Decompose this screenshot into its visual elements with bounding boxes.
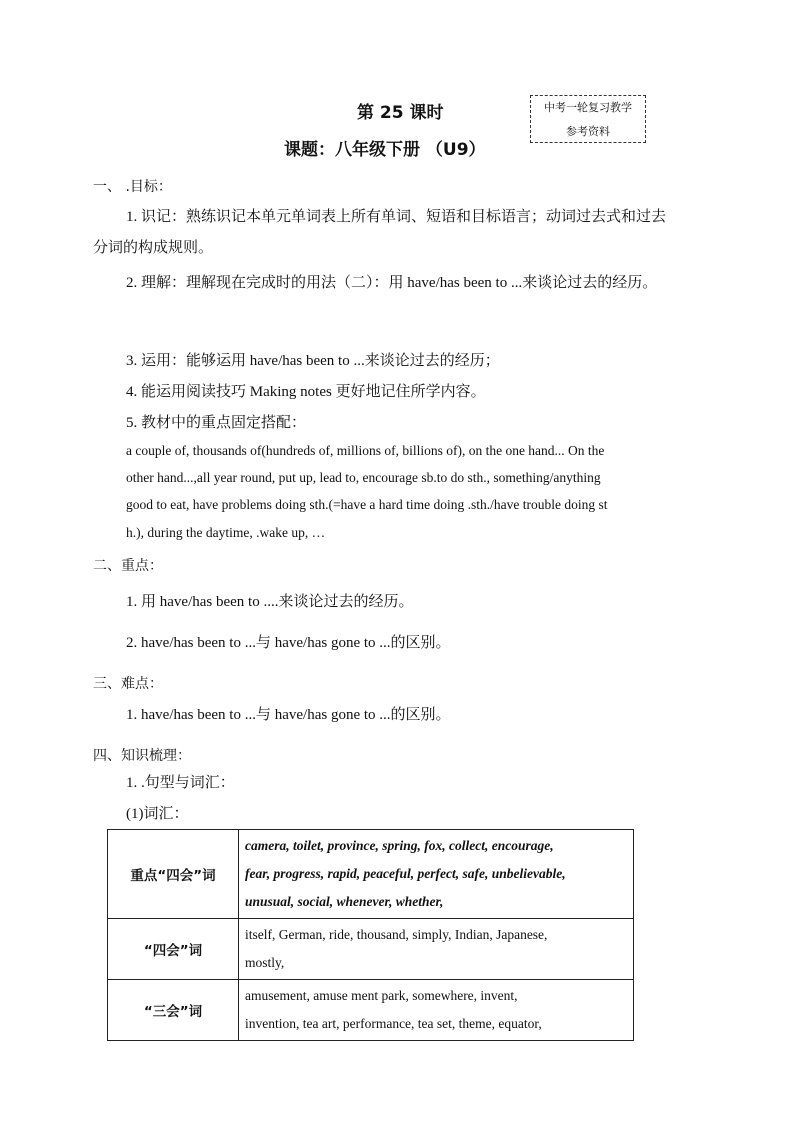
phrases-line-1: a couple of, thousands of(hundreds of, millions of, billions of), on the one hand... On the	[126, 443, 605, 458]
row-label: “三会”词	[108, 980, 239, 1041]
word-line: fear, progress, rapid, peaceful, perfect, safe, unbelievable,	[245, 866, 566, 881]
goal-item-2: 2. 理解：理解现在完成时的用法（二）：用 have/has been to ...来谈论过去的经历。	[126, 275, 658, 291]
knowledge-heading: 四、知识梳理：	[93, 748, 191, 764]
table-row	[108, 919, 634, 980]
word-line: invention, tea art, performance, tea set, theme, equator,	[245, 1016, 542, 1031]
stamp-line-1: 中考一轮复习教学	[544, 101, 632, 114]
goal-item-5: 5. 教材中的重点固定搭配：	[126, 415, 307, 431]
goals-heading: 一、 .目标：	[93, 179, 172, 195]
word-list	[239, 919, 634, 980]
row-label: “四会”词	[108, 919, 239, 980]
word-line: itself, German, ride, thousand, simply, Indian, Japanese,	[245, 927, 548, 942]
lesson-subtitle: 课题：八年级下册 （U9）	[284, 140, 486, 160]
word-line: unusual, social, whenever, whether,	[245, 894, 444, 909]
difficulty-1: 1. have/has been to ...与 have/has gone to ...的区别。	[126, 707, 451, 723]
key-point-2: 2. have/has been to ...与 have/has gone to ...的区别。	[126, 635, 451, 651]
goal-item-3: 3. 运用：能够运用 have/has been to ...来谈论过去的经历；	[126, 353, 500, 369]
goal-item-4: 4. 能运用阅读技巧 Making notes 更好地记住所学内容。	[126, 384, 486, 400]
phrases-line-3: good to eat, have problems doing sth.(=have a hard time doing .sth./have trouble doing st	[126, 497, 608, 512]
difficulties-heading: 三、难点：	[93, 676, 163, 692]
row-label: 重点“四会”词	[108, 830, 239, 919]
vocabulary-table	[107, 829, 634, 1041]
table-row	[108, 830, 634, 919]
knowledge-sub-2: (1)词汇：	[126, 806, 189, 822]
phrases-line-2: other hand...,all year round, put up, lead to, encourage sb.to do sth., something/anything	[126, 470, 601, 485]
key-point-1: 1. 用 have/has been to ....来谈论过去的经历。	[126, 594, 414, 610]
reference-stamp	[530, 95, 646, 143]
goal-item-1-line-2: 分词的构成规则。	[93, 240, 214, 256]
knowledge-sub-1: 1. .句型与词汇：	[126, 775, 235, 791]
goal-item-1-line-1: 1. 识记：熟练识记本单元单词表上所有单词、短语和目标语言；动词过去式和过去	[126, 209, 667, 225]
phrases-line-4: h.), during the daytime, .wake up, …	[126, 525, 326, 540]
word-list	[239, 980, 634, 1041]
word-line: amusement, amuse ment park, somewhere, invent,	[245, 988, 518, 1003]
word-line: camera, toilet, province, spring, fox, collect, encourage,	[245, 838, 554, 853]
word-list	[239, 830, 634, 919]
lesson-title: 第 25 课时	[357, 103, 444, 123]
key-points-heading: 二、重点：	[93, 558, 163, 574]
table-row	[108, 980, 634, 1041]
stamp-line-2: 参考资料	[566, 125, 610, 138]
word-line: mostly,	[245, 955, 285, 970]
